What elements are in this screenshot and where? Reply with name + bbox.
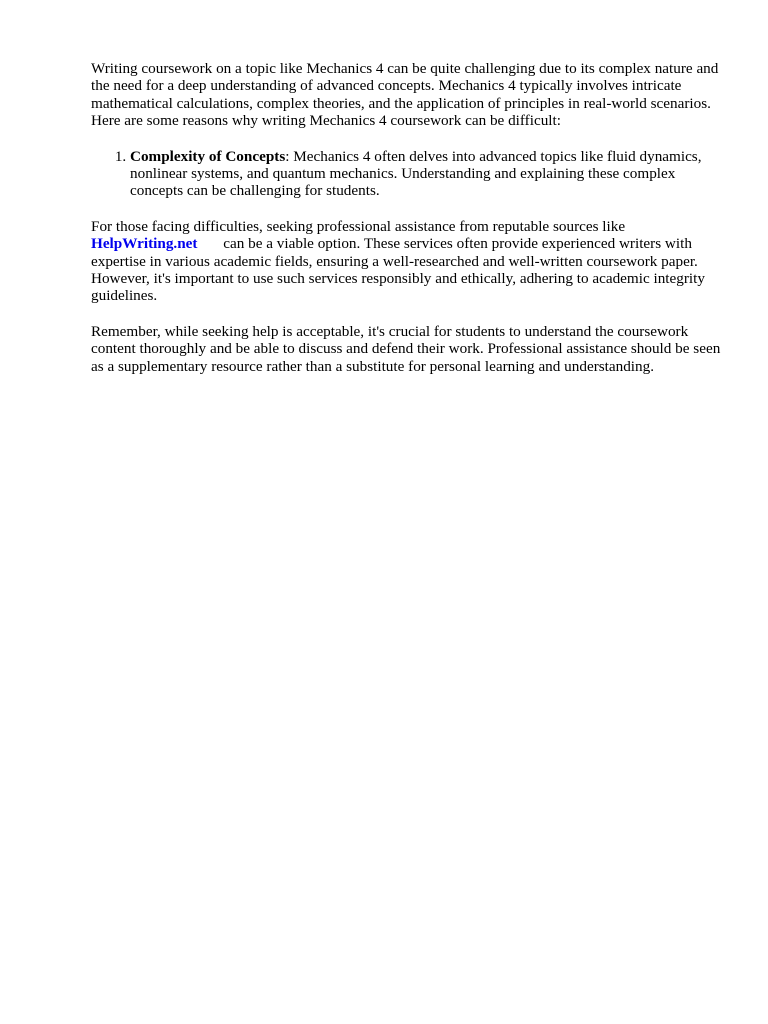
assistance-before-text: For those facing difficulties, seeking professional assistance from reputable sources like [91,217,626,235]
reasons-list [91,148,731,200]
reason-title: Complexity of Concepts [130,147,286,165]
assistance-after-text: can be a viable option. These services often provide experienced writers with expertise in various academic fields, ensuring a well-researched and well-written coursework paper. However, it's important to use such services responsibly and ethically, adhering to academic integrity guidelines. [91,235,705,305]
helpwriting-link[interactable]: HelpWriting.net [91,235,198,253]
reason-text: : Mechanics 4 often delves into advanced topics like fluid dynamics, nonlinear systems, and quantum mechanics. Understanding and explaining these complex concepts can be challenging for students. [130,147,702,200]
closing-paragraph: Remember, while seeking help is acceptable, it's crucial for students to understand the coursework content thoroughly and be able to discuss and defend their work. Professional assistance should be seen as a supplementary resource rather than a substitute for personal learning and understanding. [91,322,721,375]
intro-paragraph: Writing coursework on a topic like Mechanics 4 can be quite challenging due to its complex nature and the need for a deep understanding of advanced concepts. Mechanics 4 typically involves intricate mathematical calculations, complex theories, and the application of principles in real-world scenarios. Here are some reasons why writing Mechanics 4 coursework can be difficult: [91,60,719,130]
list-item [130,148,731,200]
assistance-paragraph [91,218,731,305]
document-page [91,60,731,393]
